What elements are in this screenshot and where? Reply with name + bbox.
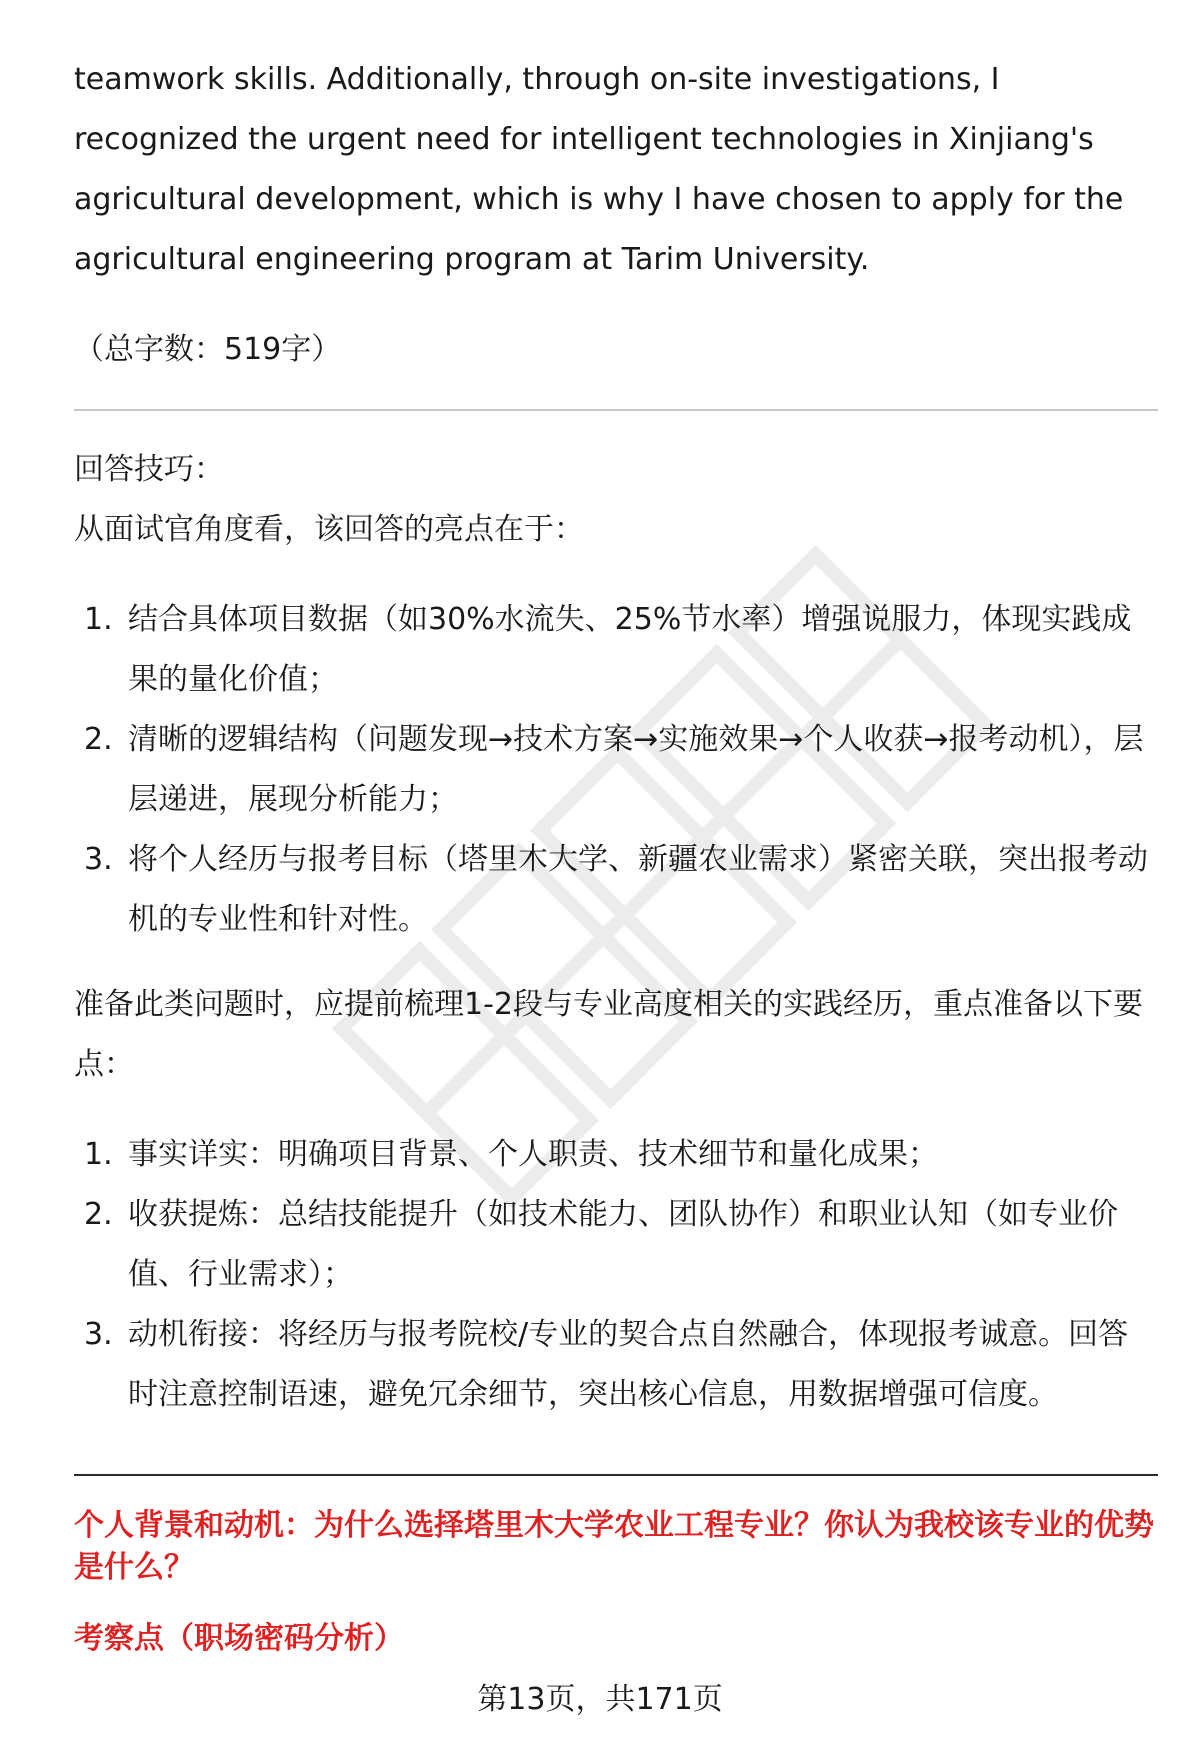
examination-point-heading: 考察点（职场密码分析） bbox=[74, 1621, 404, 1656]
tips-title: 回答技巧： bbox=[74, 452, 224, 487]
list-number: 3. bbox=[84, 842, 113, 877]
list-text: 动机衔接：将经历与报考院校/专业的契合点自然融合，体现报考诚意。回答时注意控制语速，避免冗余细节，突出核心信息，用数据增强可信度。 bbox=[128, 1317, 1129, 1412]
list-item bbox=[74, 590, 1158, 710]
list-item bbox=[74, 1185, 1158, 1305]
list-number: 2. bbox=[84, 722, 113, 757]
list-number: 1. bbox=[84, 602, 113, 637]
list-item bbox=[74, 710, 1158, 830]
list-text: 结合具体项目数据（如30%水流失、25%节水率）增强说服力，体现实践成果的量化价值； bbox=[128, 602, 1132, 697]
list-text: 清晰的逻辑结构（问题发现→技术方案→实施效果→个人收获→报考动机），层层递进，展现分析能力； bbox=[128, 722, 1144, 817]
list-number: 2. bbox=[84, 1197, 113, 1232]
prep-list bbox=[74, 1125, 1158, 1425]
list-number: 1. bbox=[84, 1137, 113, 1172]
list-text: 收获提炼：总结技能提升（如技术能力、团队协作）和职业认知（如专业价值、行业需求）； bbox=[128, 1197, 1118, 1292]
question-divider bbox=[74, 1474, 1158, 1476]
list-item bbox=[74, 1305, 1158, 1425]
list-item bbox=[74, 1125, 1158, 1185]
page-footer: 第13页，共171页 bbox=[477, 1682, 723, 1717]
question-heading: 个人背景和动机：为什么选择塔里木大学农业工程专业？你认为我校该专业的优势是什么？ bbox=[74, 1508, 1154, 1585]
intro-paragraph: teamwork skills. Additionally, through on-site investigations, I recognized the urgent need for intelligent technologies in Xinjiang's agricultural development, which is why I have chosen to apply for the agricultural engineering program at Tarim University. bbox=[74, 62, 1124, 277]
list-text: 将个人经历与报考目标（塔里木大学、新疆农业需求）紧密关联，突出报考动机的专业性和针对性。 bbox=[128, 842, 1148, 937]
list-item bbox=[74, 830, 1158, 950]
list-text: 事实详实：明确项目背景、个人职责、技术细节和量化成果； bbox=[128, 1137, 938, 1172]
tips-lead: 从面试官角度看，该回答的亮点在于： bbox=[74, 512, 584, 547]
prep-lead: 准备此类问题时，应提前梳理1-2段与专业高度相关的实践经历，重点准备以下要点： bbox=[74, 987, 1143, 1082]
section-divider bbox=[74, 409, 1158, 411]
word-count: （总字数：519字） bbox=[74, 332, 342, 367]
list-number: 3. bbox=[84, 1317, 113, 1352]
highlights-list bbox=[74, 590, 1158, 950]
